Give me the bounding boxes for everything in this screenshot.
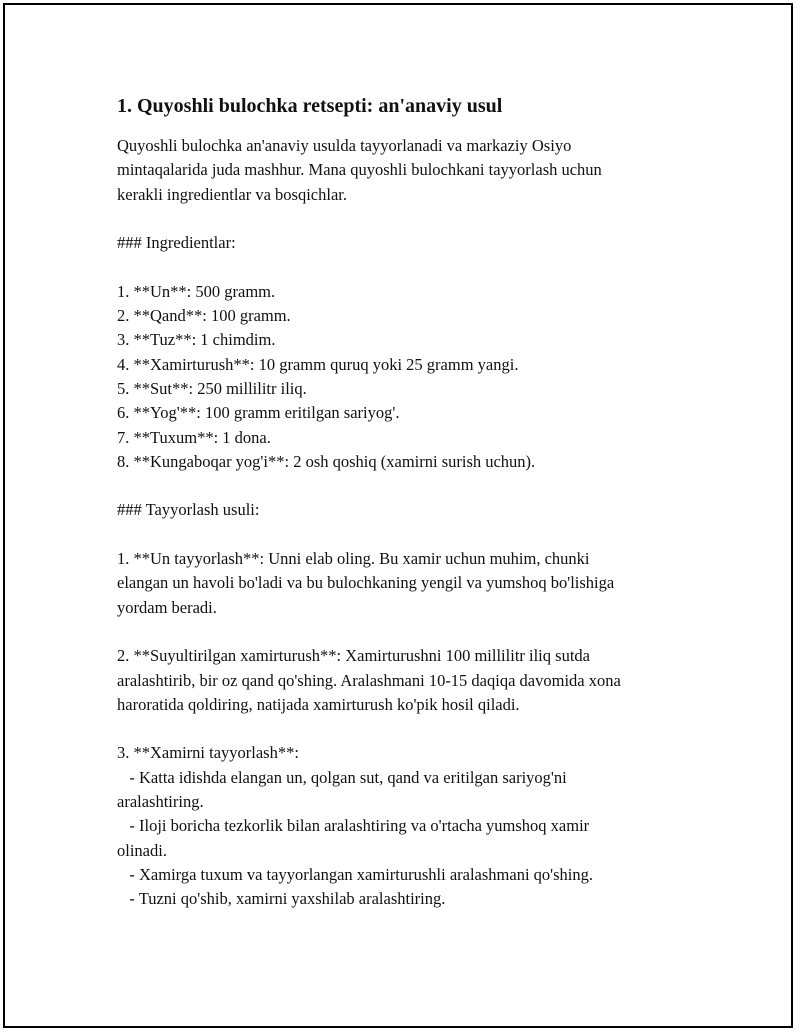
ingredient-item: 6. **Yog'**: 100 gramm eritilgan sariyog'. (117, 403, 400, 423)
spacer (117, 474, 697, 498)
document-title: 1. Quyoshli bulochka retsepti: an'anaviy usul (117, 95, 503, 117)
ingredients-heading: ### Ingredientlar: (117, 233, 236, 253)
ingredients-list (117, 280, 697, 474)
method-step: 2. **Suyultirilgan xamirturush**: Xamirturushni 100 millilitr iliq sutda aralashtirib, bir oz qand qo'shing. Aralashmani 10-15 daqiqa davomida xona haroratida qoldiring, natijada xamirturush ko'pik hosil qiladi. (117, 646, 621, 714)
ingredient-item: 2. **Qand**: 100 gramm. (117, 306, 291, 326)
document-body (117, 92, 697, 912)
spacer (117, 717, 697, 741)
spacer (117, 255, 697, 279)
ingredient-item: 8. **Kungaboqar yog'i**: 2 osh qoshiq (xamirni surish uchun). (117, 451, 536, 471)
intro-paragraph: Quyoshli bulochka an'anaviy usulda tayyorlanadi va markaziy Osiyo mintaqalarida juda mashhur. Mana quyoshli bulochkani tayyorlash uchun kerakli ingredientlar va bosqichlar. (117, 136, 602, 204)
method-step: 3. **Xamirni tayyorlash**: - Katta idishda elangan un, qolgan sut, qand va eritilgan sariyog'ni aralashtiring. - Iloji boricha tezkorlik bilan aralashtiring va o'rtacha yumshoq xamir olinadi. - Xamirga tuxum va tayyorlangan xamirturushli aralashmani qo'shing. - Tuzni qo'shib, xamirni yaxshilab aralashtiring. (117, 743, 594, 909)
ingredient-item: 4. **Xamirturush**: 10 gramm quruq yoki 25 gramm yangi. (117, 354, 519, 374)
ingredient-item: 1. **Un**: 500 gramm. (117, 281, 276, 301)
spacer (117, 523, 697, 547)
spacer (117, 207, 697, 231)
ingredient-item: 3. **Tuz**: 1 chimdim. (117, 330, 276, 350)
ingredient-item: 5. **Sut**: 250 millilitr iliq. (117, 378, 307, 398)
method-heading: ### Tayyorlash usuli: (117, 500, 260, 520)
ingredient-item: 7. **Tuxum**: 1 dona. (117, 427, 271, 447)
spacer (117, 620, 697, 644)
method-step: 1. **Un tayyorlash**: Unni elab oling. Bu xamir uchun muhim, chunki elangan un havoli bo'ladi va bu bulochkaning yengil va yumshoq bo'lishiga yordam beradi. (117, 549, 615, 617)
